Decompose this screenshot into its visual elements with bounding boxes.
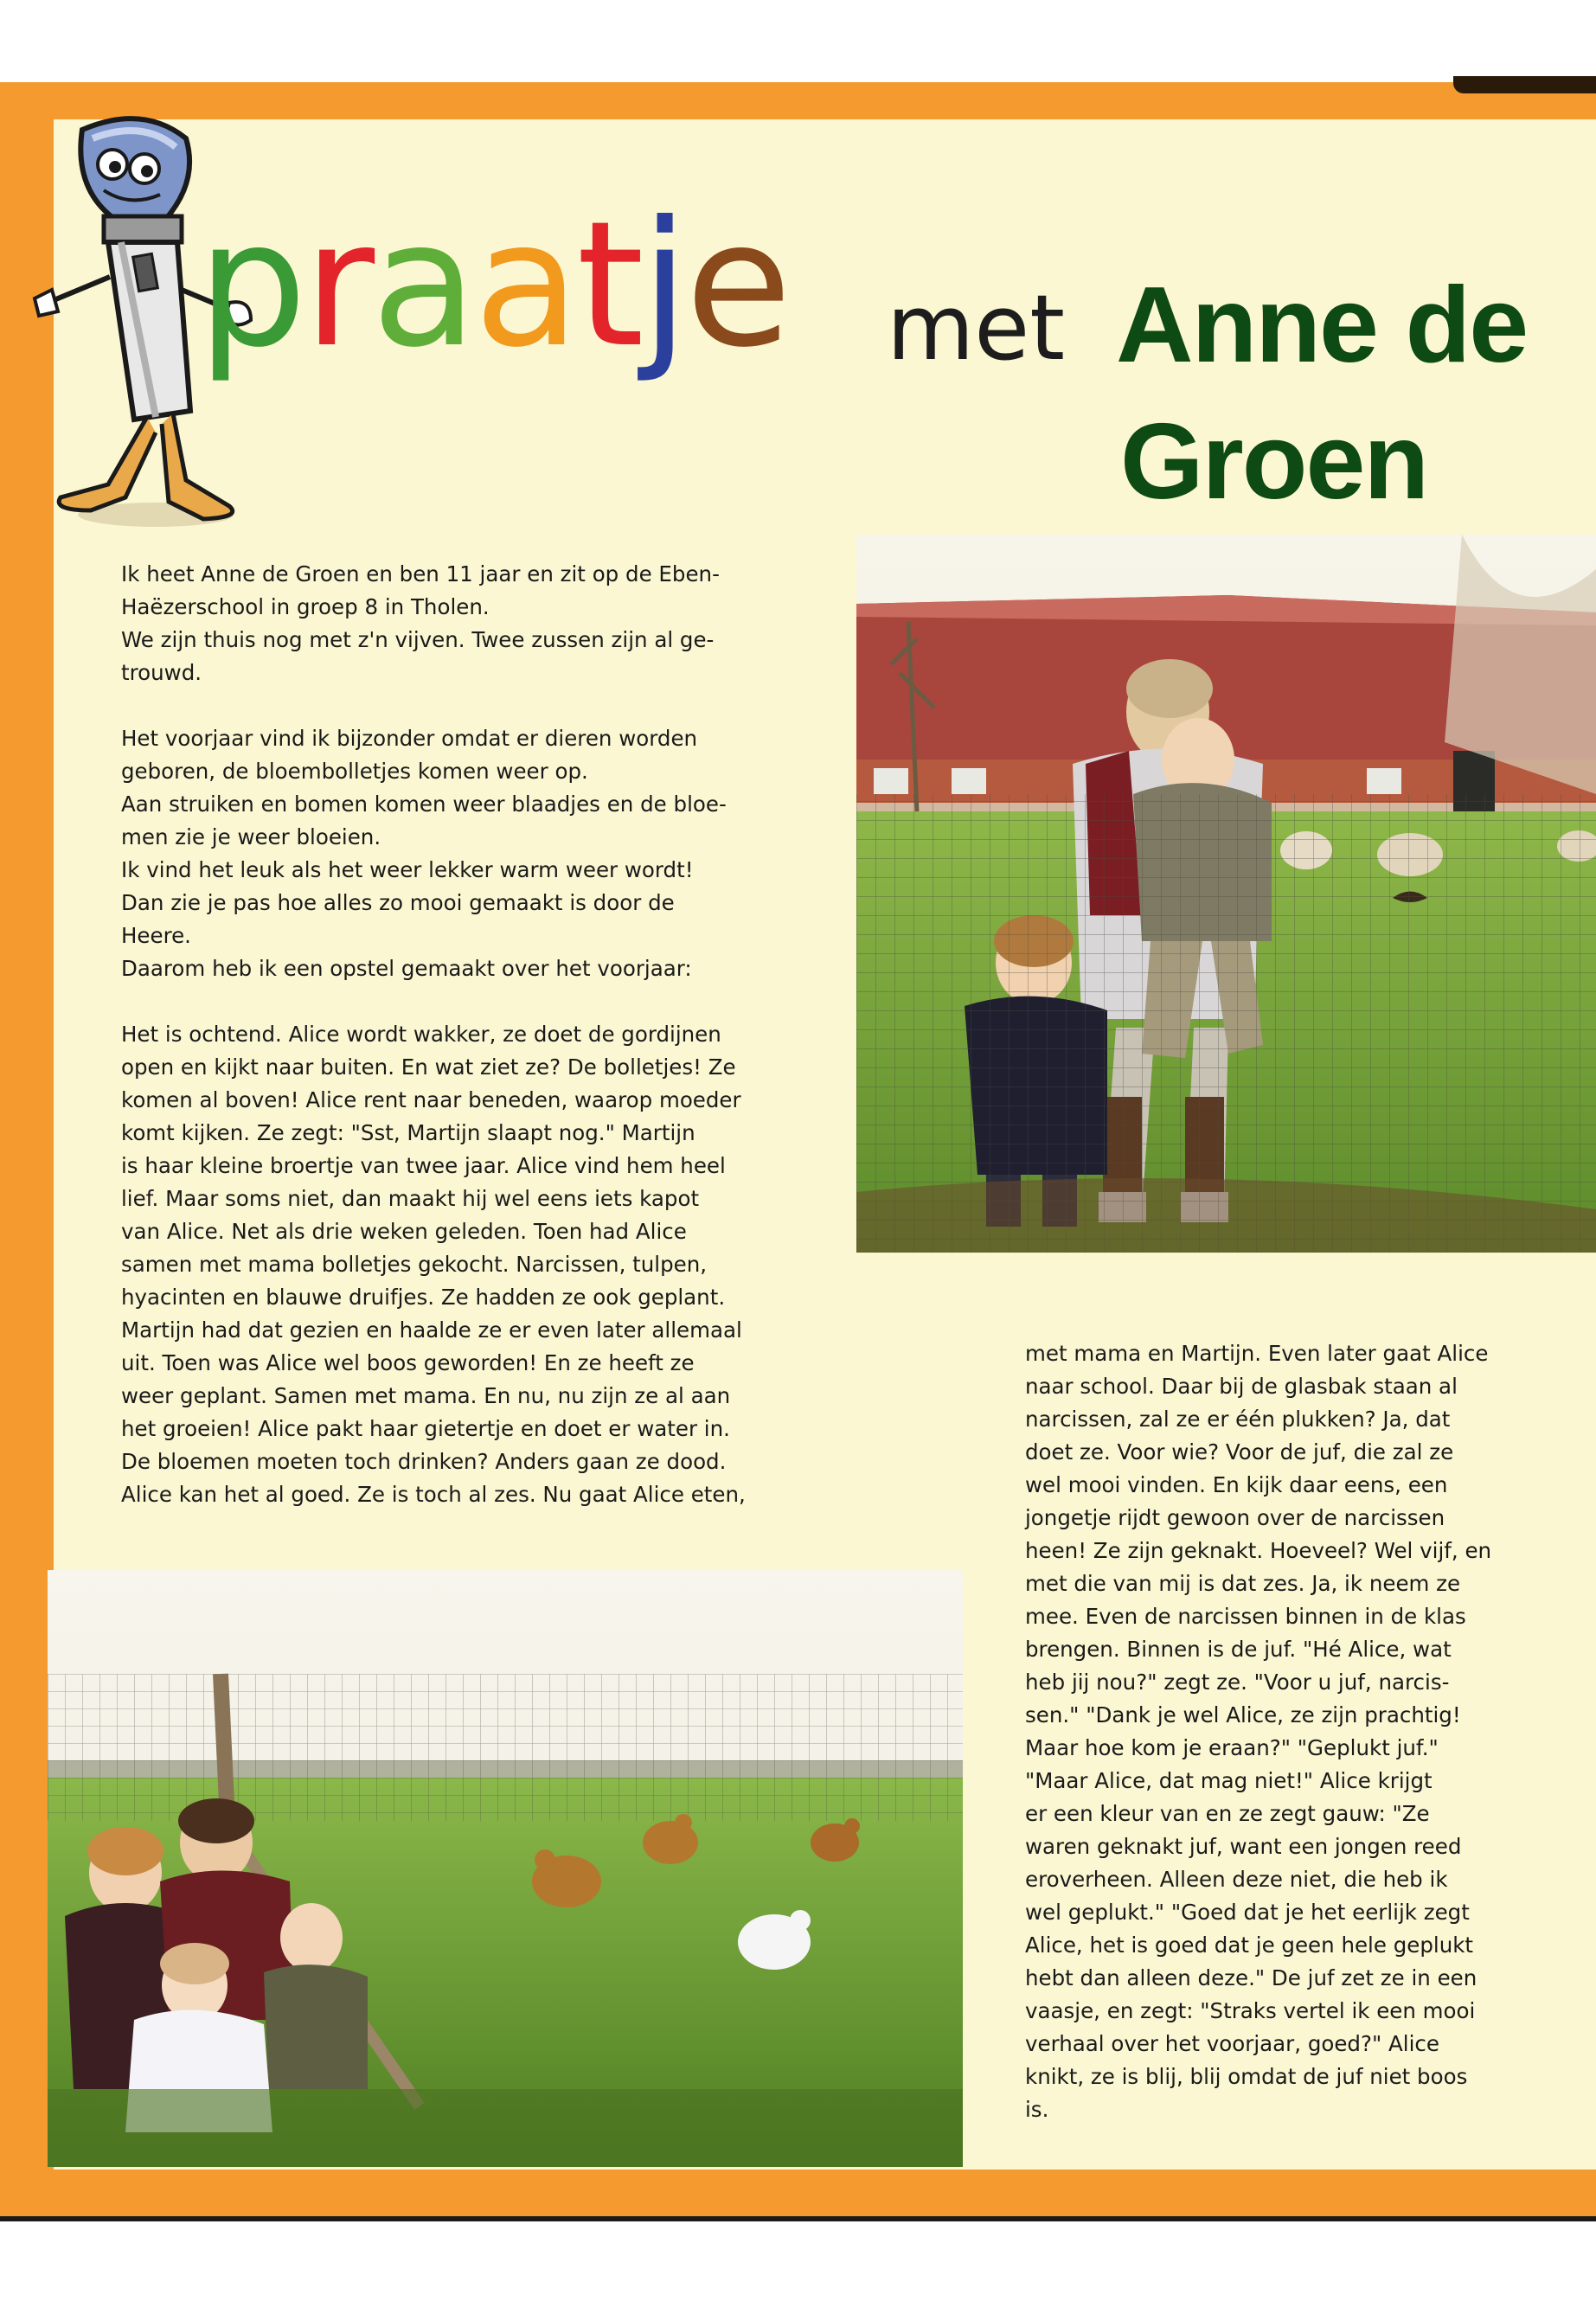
intro-paragraph: Het voorjaar vind ik bijzonder omdat er dieren worden geboren, de bloembolletjes komen weer op. Aan struiken en bomen komen weer blaadjes en de bloe- men zie je weer bloeien. Ik vind het leuk als het weer lekker warm weer wordt! Dan zie je pas hoe alles zo mooi gemaakt is door de Heere. Daarom heb ik een opstel gemaakt over het voorjaar: (121, 726, 727, 981)
title-praatje (197, 184, 789, 386)
title-letter: p (197, 184, 304, 386)
intro-paragraph: Ik heet Anne de Groen en ben 11 jaar en zit op de Eben- Haëzerschool in groep 8 in Tholen. We zijn thuis nog met z'n vijven. Twee zussen zijn al ge- trouwd. (121, 561, 720, 685)
title-letter: a (473, 184, 577, 386)
top-corner-shade (1453, 76, 1596, 93)
title-letter: j (640, 184, 686, 386)
title-letter: e (685, 184, 789, 386)
bottom-rule (0, 2216, 1596, 2221)
title-name-line1: Anne de (1116, 266, 1528, 385)
story-paragraph: Het is ochtend. Alice wordt wakker, ze doet de gordijnen open en kijkt naar buiten. En wat ziet ze? De bolletjes! Ze komen al boven! Alice rent naar beneden, waarop moeder komt kijken. Ze zegt: "Sst, Martijn slaapt nog." Martijn is haar kleine broertje van twee jaar. Alice vind hem heel lief. Maar soms niet, dan maakt hij wel eens iets kapot van Alice. Net als drie weken geleden. Toen had Alice samen met mama bolletjes gekocht. Narcissen, tulpen, hyacinten en blauwe druifjes. Ze hadden ze ook geplant. Martijn had dat gezien en haalde ze er even later allemaal uit. Toen was Alice wel boos geworden! En ze heeft ze weer geplant. Samen met mama. En nu, nu zijn ze al aan het groeien! Alice pakt haar gietertje en doet er water in. De bloemen moeten toch drinken? Anders gaan ze dood. Alice kan het al goed. Ze is toch al zes. Nu gaat Alice eten, (121, 1022, 746, 1507)
intro-text-column (121, 558, 813, 1544)
title-letter: t (576, 184, 641, 386)
title-letter: r (303, 184, 372, 386)
story-continuation-column (1025, 1337, 1544, 2159)
title-connector: met (887, 275, 1066, 381)
photo-children-farm (856, 535, 1596, 1253)
title-name-line2: Groen (1120, 402, 1428, 522)
photo-children-chickens (48, 1570, 963, 2167)
story-continuation-paragraph: met mama en Martijn. Even later gaat Alice naar school. Daar bij de glasbak staan al narcissen, zal ze er één plukken? Ja, dat doet ze. Voor wie? Voor de juf, die zal ze wel mooi vinden. En kijk daar eens, een jongetje rijdt gewoon over de narcissen heen! Ze zijn geknakt. Hoeveel? Wel vijf, en met die van mij is dat zes. Ja, ik neem ze mee. Even de narcissen binnen in de klas brengen. Binnen is de juf. "Hé Alice, wat heb jij nou?" zegt ze. "Voor u juf, narcis- sen." "Dank je wel Alice, ze zijn prachtig! Maar hoe kom je eraan?" "Geplukt juf." "Maar Alice, dat mag niet!" Alice krijgt er een kleur van en ze zegt gauw: "Ze waren geknakt juf, want een jongen reed eroverheen. Alleen deze niet, die heb ik wel geplukt." "Goed dat je het eerlijk zegt Alice, het is goed dat je geen hele geplukt hebt dan alleen deze." De juf zet ze in een vaasje, en zegt: "Straks vertel ik een mooi verhaal over het voorjaar, goed?" Alice knikt, ze is blij, blij omdat de juf niet boos is. (1025, 1341, 1492, 2122)
title-letter: a (371, 184, 474, 386)
